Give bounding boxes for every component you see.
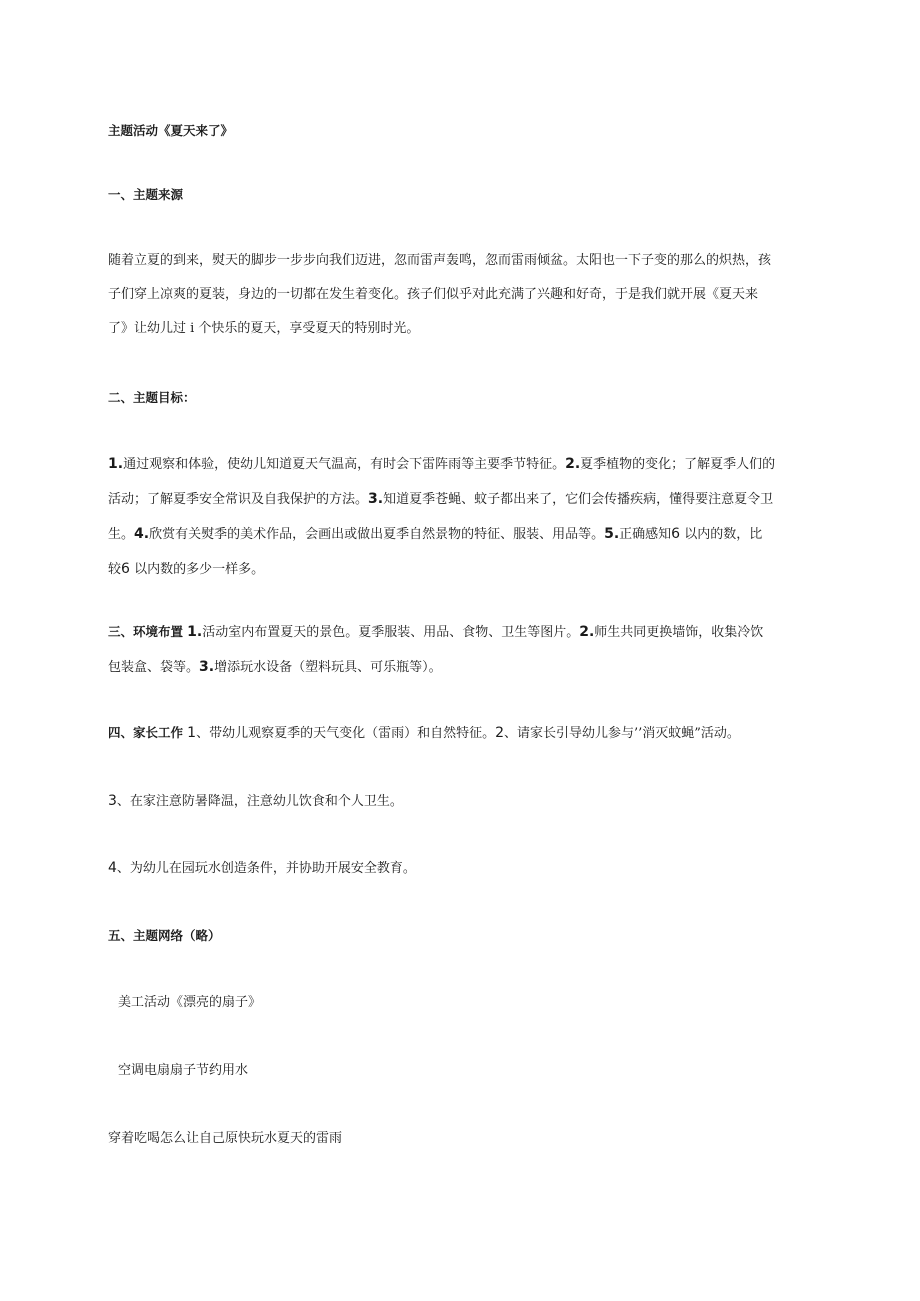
goal-text: 以内的数，比 bbox=[684, 527, 763, 542]
goal-text: 正确感知 bbox=[619, 527, 672, 542]
environment-line-1 bbox=[108, 615, 798, 650]
goal-number-5: 5. bbox=[604, 526, 620, 542]
goal-number-4: 4. bbox=[134, 526, 150, 542]
source-line-1: 随着立夏的到来，熨天的脚步一步步向我们迈进，忽而雷声轰鸣，忽而雷雨倾盆。太阳也一下子变的那么的炽热，孩 bbox=[108, 253, 772, 268]
parent-number-1: 1 bbox=[187, 725, 197, 741]
env-text: 师生共同更换墙饰，收集冷饮 bbox=[594, 625, 764, 640]
parent-text: 、请家长引导幼儿参与’’消灭蚊蝇”活动。 bbox=[504, 726, 740, 741]
goal-text: 夏季植物的变化；了解夏季人们的 bbox=[580, 457, 776, 472]
parent-number-4: 4 bbox=[108, 860, 117, 876]
parent-text: 、带幼儿观察夏季的天气变化（雷雨）和自然特征。 bbox=[196, 726, 496, 741]
goal-digit: 6 bbox=[121, 561, 130, 577]
goals-paragraph bbox=[108, 447, 798, 587]
env-text: 包装盒、袋等。 bbox=[108, 660, 200, 675]
parents-line-2 bbox=[108, 791, 403, 812]
network-item-2: 空调电扇扇子节约用水 bbox=[118, 1063, 249, 1078]
section-heading-parents: 四、家长工作 bbox=[108, 725, 184, 740]
source-line-2: 子们穿上凉爽的夏装，身边的一切都在发生着变化。孩子们似乎对此充满了兴趣和好奇，于是我们就开展《夏天来 bbox=[108, 287, 759, 302]
network-item-3: 穿着吃喝怎么让自己原快玩水夏天的雷雨 bbox=[108, 1131, 343, 1146]
section-heading-goals: 二、主题目标： bbox=[108, 390, 196, 405]
network-item-1: 美工活动《漂亮的扇子》 bbox=[118, 995, 262, 1010]
goals-line-1 bbox=[108, 447, 798, 482]
parent-text: 、在家注意防暑降温，注意幼儿饮食和个人卫生。 bbox=[116, 794, 403, 809]
goal-digit: 6 bbox=[671, 526, 681, 542]
goal-text: 以内数的多少一样多。 bbox=[134, 562, 265, 577]
goal-number-1: 1. bbox=[108, 456, 124, 472]
goal-text: 欣赏有关熨季的美术作品，会画出或做出夏季自然景物的特征、服装、用品等。 bbox=[149, 527, 605, 542]
source-line-3: 了》让幼儿过 i 个快乐的夏天，享受夏天的特别时光。 bbox=[108, 321, 420, 336]
environment-paragraph bbox=[108, 615, 798, 685]
goal-text: 生。 bbox=[108, 527, 135, 542]
parent-number-3: 3 bbox=[108, 793, 117, 809]
goal-text: 较 bbox=[108, 562, 122, 577]
goal-number-2: 2. bbox=[565, 456, 581, 472]
parents-line-1 bbox=[108, 723, 740, 744]
goals-line-3 bbox=[108, 517, 798, 552]
goal-number-3: 3. bbox=[368, 491, 384, 507]
env-text: 增添玩水设备（塑料玩具、可乐瓶等）。 bbox=[214, 660, 442, 675]
goals-line-4 bbox=[108, 552, 798, 587]
goal-text: 活动；了解夏季安全常识及自我保护的方法。 bbox=[108, 492, 369, 507]
section-heading-environment: 三、环境布置 bbox=[108, 624, 184, 639]
env-text: 活动室内布置夏天的景色。夏季服装、用品、食物、卫生等图片。 bbox=[202, 625, 580, 640]
env-number-2: 2. bbox=[579, 624, 595, 640]
source-paragraph bbox=[108, 244, 798, 346]
goal-text: 知道夏季苍蝇、蚊子都出来了，它们会传播疾病，懂得要注意夏令卫 bbox=[383, 492, 774, 507]
parent-number-2: 2 bbox=[495, 725, 505, 741]
env-number-3: 3. bbox=[199, 659, 215, 675]
section-heading-source: 一、主题来源 bbox=[108, 187, 184, 202]
parents-line-3 bbox=[108, 858, 416, 879]
goal-text: 通过观察和体验，使幼儿知道夏天气温高，有时会下雷阵雨等主要季节特征。 bbox=[123, 457, 566, 472]
parent-text: 、为幼儿在园玩水创造条件，并协助开展安全教育。 bbox=[116, 861, 416, 876]
goals-line-2 bbox=[108, 482, 798, 517]
document-title: 主题活动《夏天来了》 bbox=[108, 123, 234, 138]
section-heading-network: 五、主题网络（略） bbox=[108, 928, 221, 943]
env-number-1: 1. bbox=[187, 624, 203, 640]
environment-line-2 bbox=[108, 650, 798, 685]
